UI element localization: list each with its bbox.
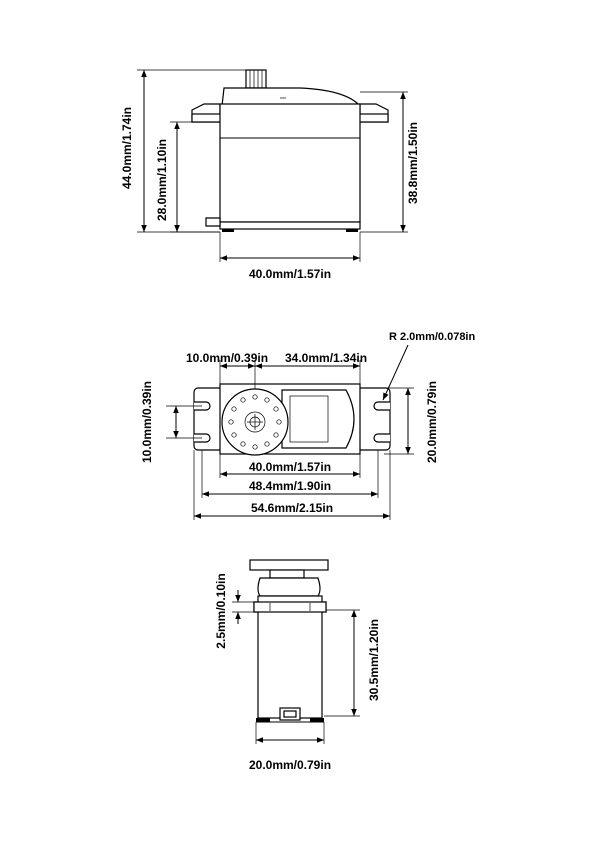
side-bottom-cap xyxy=(220,222,360,229)
dim-body-height: 28.0mm/1.10in xyxy=(155,138,169,222)
dim-end-width: 20.0mm/0.79in xyxy=(248,758,332,772)
top-gear-dome xyxy=(282,390,354,448)
side-foot-right xyxy=(346,229,358,232)
dim-mount-height: 38.8mm/1.50in xyxy=(406,121,420,205)
dim-hole-span: 48.4mm/1.90in xyxy=(248,479,332,493)
output-spline xyxy=(246,70,266,88)
side-foot-left xyxy=(222,229,234,232)
end-foot-left xyxy=(256,718,270,722)
dim-flange-thickness: 2.5mm/0.10in xyxy=(214,573,228,649)
end-case xyxy=(258,596,322,718)
dim-top-length: 40.0mm/1.57in xyxy=(248,460,332,474)
end-spline xyxy=(270,570,304,578)
end-foot-right xyxy=(310,718,324,722)
side-top-cap xyxy=(222,88,360,106)
dim-shaft-offset: 10.0mm/0.39in xyxy=(186,351,269,365)
end-horn xyxy=(250,560,328,570)
side-view xyxy=(120,70,420,281)
dim-hole-radius: R 2.0mm/0.078in xyxy=(389,331,476,343)
side-case xyxy=(220,104,360,222)
end-view xyxy=(214,560,381,772)
dim-flange-width: 20.0mm/0.79in xyxy=(425,380,439,464)
dim-overall-length: 54.6mm/2.15in xyxy=(250,501,334,515)
dim-flange-to-bottom: 30.5mm/1.20in xyxy=(367,618,381,702)
dim-total-height: 44.0mm/1.74in xyxy=(120,106,134,190)
dim-shaft-to-edge: 34.0mm/1.34in xyxy=(285,351,368,365)
dim-hole-spacing: 10.0mm/0.39in xyxy=(140,380,154,464)
top-view xyxy=(140,331,475,520)
dim-side-length: 40.0mm/1.57in xyxy=(248,267,332,281)
